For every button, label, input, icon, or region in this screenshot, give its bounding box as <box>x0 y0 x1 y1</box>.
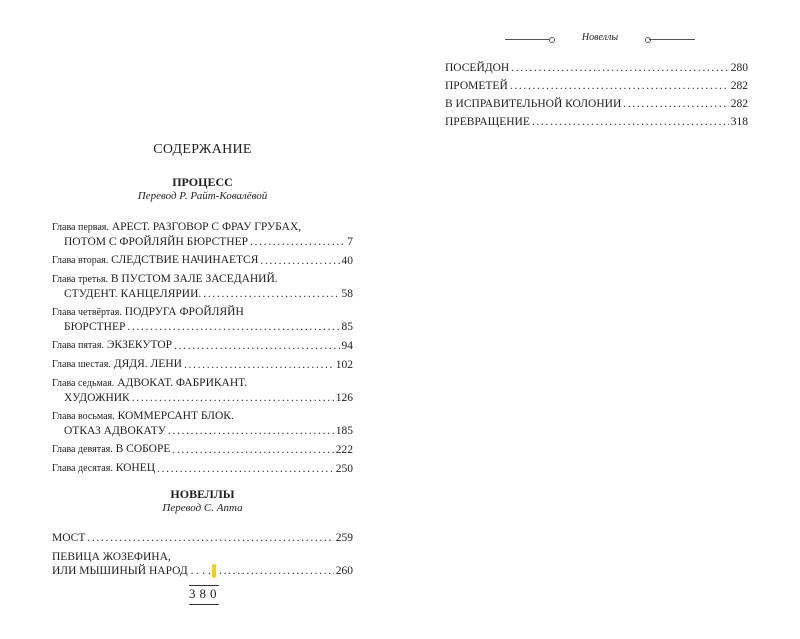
toc-entry-title: ПРОМЕТЕЙ <box>445 80 508 92</box>
dot-leader <box>172 443 333 457</box>
toc-entry-page: 280 <box>730 62 748 74</box>
section-translator-novellas: Перевод С. Апта <box>162 502 243 514</box>
running-header <box>505 32 695 46</box>
chapter-title-cont: ПОТОМ С ФРОЙЛЯЙН БЮРСТНЕР <box>64 236 248 248</box>
chapter-title: ЭКЗЕКУТОР <box>106 339 173 351</box>
novella-page: 259 <box>335 532 353 544</box>
process-chapter-list <box>52 220 353 476</box>
chapter-page: 250 <box>335 463 353 475</box>
toc-entry-page: 282 <box>730 80 748 92</box>
page-number: 380 <box>189 586 221 601</box>
chapter-prefix: Глава первая. <box>52 222 109 233</box>
section-translator-process: Перевод Р. Райт-Ковалёвой <box>137 190 268 202</box>
chapter-entry[interactable] <box>52 357 353 372</box>
header-rule-right <box>649 39 695 40</box>
dot-leader <box>511 61 729 75</box>
chapter-page: 102 <box>335 359 353 371</box>
header-ornament-right <box>645 37 651 43</box>
chapter-prefix: Глава четвёртая. <box>52 307 122 318</box>
dot-leader <box>168 424 334 438</box>
toc-entry-page: 282 <box>730 98 748 110</box>
dot-leader <box>157 462 334 476</box>
chapter-title: ПОДРУГА ФРОЙЛЯЙН <box>124 306 244 318</box>
novellas-list <box>52 531 353 578</box>
chapter-prefix: Глава седьмая. <box>52 378 115 389</box>
chapter-title: В СОБОРЕ <box>115 443 171 455</box>
chapter-prefix: Глава третья. <box>52 274 108 285</box>
chapter-prefix: Глава шестая. <box>52 359 111 370</box>
chapter-page: 7 <box>347 236 353 248</box>
novella-entry[interactable] <box>52 531 353 545</box>
novella-title: ПЕВИЦА ЖОЗЕФИНА, <box>52 551 171 563</box>
novella-title: МОСТ <box>52 532 86 544</box>
folio-rule-bottom <box>189 604 219 605</box>
chapter-prefix: Глава пятая. <box>52 340 104 351</box>
dot-leader <box>532 115 729 129</box>
chapter-entry[interactable] <box>52 376 353 405</box>
chapter-title-cont: ХУДОЖНИК <box>64 392 130 404</box>
chapter-page: 40 <box>341 255 353 267</box>
chapter-entry[interactable] <box>52 409 353 438</box>
chapter-title: СЛЕДСТВИЕ НАЧИНАЕТСЯ <box>111 254 259 266</box>
chapter-title: АРЕСТ. РАЗГОВОР С ФРАУ ГРУБАХ, <box>111 221 302 233</box>
chapter-entry[interactable] <box>52 305 353 334</box>
toc-entry-title: ПРЕВРАЩЕНИЕ <box>445 116 530 128</box>
right-toc-list <box>445 59 748 131</box>
dot-leader <box>87 531 333 545</box>
chapter-title-cont: ОТКАЗ АДВОКАТУ <box>64 425 166 437</box>
chapter-title: В ПУСТОМ ЗАЛЕ ЗАСЕДАНИЙ. <box>110 273 278 285</box>
chapter-title-cont: БЮРСТНЕР <box>64 321 126 333</box>
chapter-page: 185 <box>335 425 353 437</box>
chapter-page: 222 <box>335 444 353 456</box>
chapter-prefix: Глава вторая. <box>52 255 109 266</box>
dot-leader <box>203 287 339 301</box>
chapter-entry[interactable] <box>52 272 353 301</box>
comment-note-icon[interactable] <box>212 564 216 578</box>
contents-title: СОДЕРЖАНИЕ <box>153 142 252 157</box>
toc-entry[interactable] <box>445 77 748 95</box>
dot-leader <box>174 339 339 353</box>
section-title-process: ПРОЦЕСС <box>172 175 233 189</box>
section-title-novellas: НОВЕЛЛЫ <box>170 487 235 501</box>
dot-leader <box>510 79 729 93</box>
novella-title-cont: ИЛИ МЫШИНЫЙ НАРОД <box>52 565 188 577</box>
dot-leader <box>250 235 345 249</box>
dot-leader <box>623 97 728 111</box>
chapter-prefix: Глава девятая. <box>52 444 113 455</box>
chapter-entry[interactable] <box>52 220 353 249</box>
toc-entry-page: 318 <box>730 116 748 128</box>
chapter-entry[interactable] <box>52 338 353 353</box>
chapter-title: КОНЕЦ <box>115 462 156 474</box>
toc-entry-title: В ИСПРАВИТЕЛЬНОЙ КОЛОНИИ <box>445 98 622 110</box>
chapter-prefix: Глава восьмая. <box>52 411 115 422</box>
chapter-page: 58 <box>341 288 353 300</box>
dot-leader <box>132 391 334 405</box>
chapter-page: 85 <box>341 321 353 333</box>
novella-page: 260 <box>335 565 353 577</box>
dot-leader <box>184 358 334 372</box>
toc-entry[interactable] <box>445 95 748 113</box>
chapter-title: АДВОКАТ. ФАБРИКАНТ. <box>117 377 247 389</box>
toc-entry[interactable] <box>445 113 748 131</box>
toc-entry[interactable] <box>445 59 748 77</box>
chapter-entry[interactable] <box>52 253 353 268</box>
running-header-title: Новеллы <box>581 32 619 43</box>
chapter-entry[interactable] <box>52 461 353 476</box>
chapter-page: 126 <box>335 392 353 404</box>
chapter-prefix: Глава десятая. <box>52 463 113 474</box>
chapter-title: ДЯДЯ. ЛЕНИ <box>113 358 182 370</box>
chapter-title-cont: СТУДЕНТ. КАНЦЕЛЯРИИ. <box>64 288 202 300</box>
toc-entry-title: ПОСЕЙДОН <box>445 62 510 74</box>
dot-leader <box>219 564 334 578</box>
chapter-title: КОММЕРСАНТ БЛОК. <box>117 410 234 422</box>
chapter-entry[interactable] <box>52 442 353 457</box>
novella-entry[interactable]: ПЕВИЦА ЖОЗЕФИНА, ИЛИ МЫШИНЫЙ НАРОД . . . . . . . 260 <box>52 550 353 578</box>
chapter-page: 94 <box>341 340 353 352</box>
dot-leader <box>127 320 339 334</box>
dot-leader <box>260 254 339 268</box>
